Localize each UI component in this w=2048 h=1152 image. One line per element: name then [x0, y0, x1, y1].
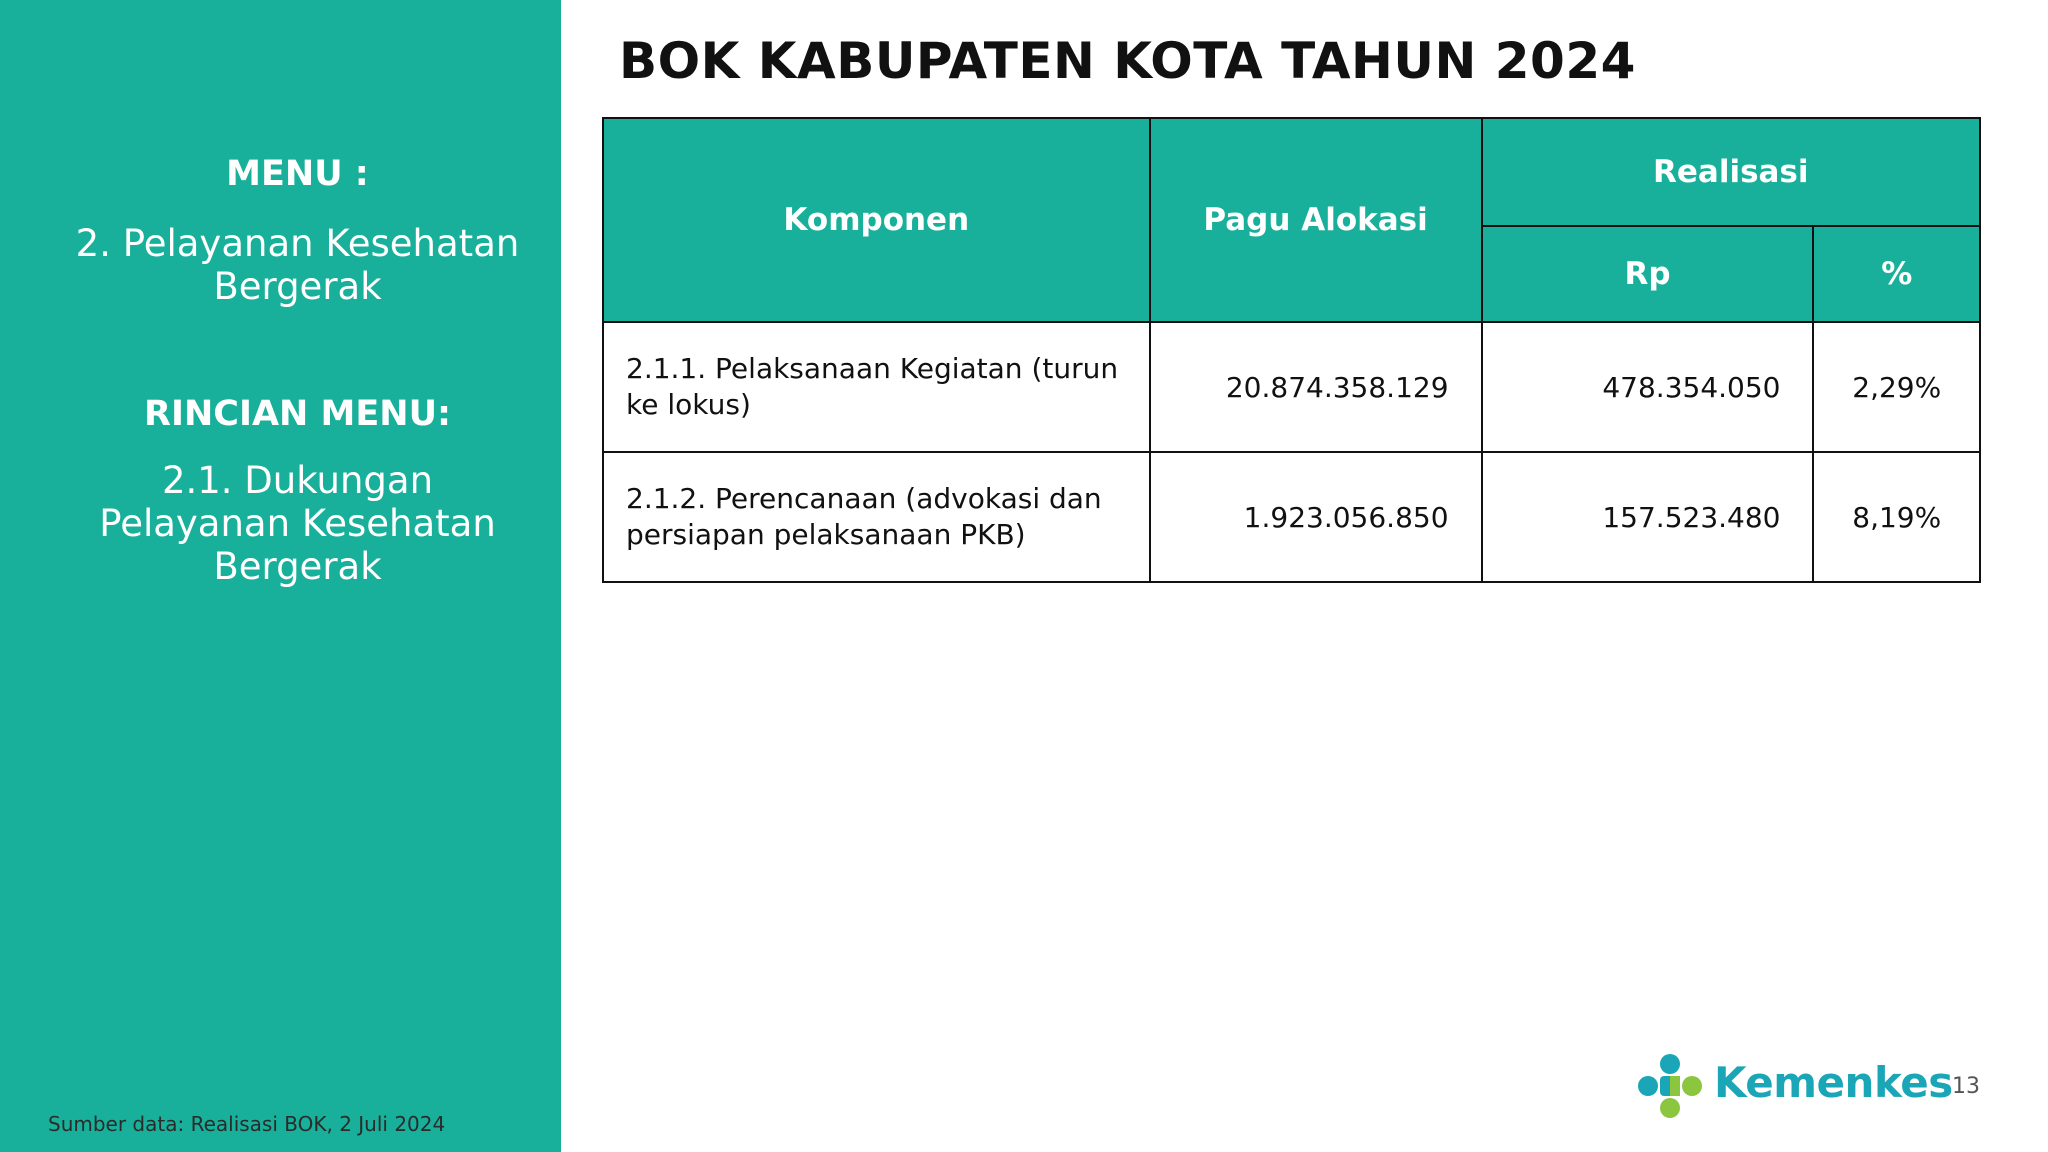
- kemenkes-logo: [1634, 1050, 1953, 1122]
- page-number: 13: [1952, 1074, 1980, 1099]
- header-percent: %: [1813, 226, 1980, 322]
- komponen-line: ke lokus): [626, 388, 751, 421]
- rincian-heading: RINCIAN MENU:: [144, 394, 451, 434]
- header-realisasi: Realisasi: [1482, 118, 1980, 226]
- rincian-text-line: Bergerak: [213, 545, 382, 588]
- rincian-text-line: 2.1. Dukungan: [161, 459, 434, 502]
- sidebar-panel: [0, 0, 561, 1152]
- komponen-line: persiapan pelaksanaan PKB): [626, 518, 1026, 551]
- header-pagu-alokasi: Pagu Alokasi: [1150, 118, 1482, 322]
- komponen-cell: [603, 452, 1150, 582]
- komponen-cell: [603, 322, 1150, 452]
- realisasi-rp-cell: 157.523.480: [1482, 452, 1814, 582]
- menu-text-line: 2. Pelayanan Kesehatan: [75, 222, 520, 265]
- logo-text: Kemenkes: [1714, 1058, 1953, 1107]
- table-row: [603, 322, 1980, 452]
- rincian-text-line: Pelayanan Kesehatan: [99, 502, 496, 545]
- table-row: [603, 452, 1980, 582]
- realisasi-percent-cell: 8,19%: [1813, 452, 1980, 582]
- realisasi-percent-cell: 2,29%: [1813, 322, 1980, 452]
- pagu-cell: 1.923.056.850: [1150, 452, 1482, 582]
- realisasi-rp-cell: 478.354.050: [1482, 322, 1814, 452]
- pagu-cell: 20.874.358.129: [1150, 322, 1482, 452]
- page-title: BOK KABUPATEN KOTA TAHUN 2024: [619, 32, 1636, 90]
- source-note: Sumber data: Realisasi BOK, 2 Juli 2024: [48, 1112, 446, 1136]
- menu-text-line: Bergerak: [213, 265, 382, 308]
- header-rp: Rp: [1482, 226, 1814, 322]
- rincian-text: [50, 459, 545, 588]
- komponen-line: 2.1.1. Pelaksanaan Kegiatan (turun: [626, 352, 1119, 385]
- realisasi-table: [602, 117, 1981, 583]
- header-komponen: Komponen: [603, 118, 1150, 322]
- komponen-line: 2.1.2. Perencanaan (advokasi dan: [626, 482, 1102, 515]
- kemenkes-logo-icon: [1634, 1050, 1706, 1122]
- menu-heading: MENU :: [226, 154, 369, 194]
- menu-text: [0, 222, 595, 308]
